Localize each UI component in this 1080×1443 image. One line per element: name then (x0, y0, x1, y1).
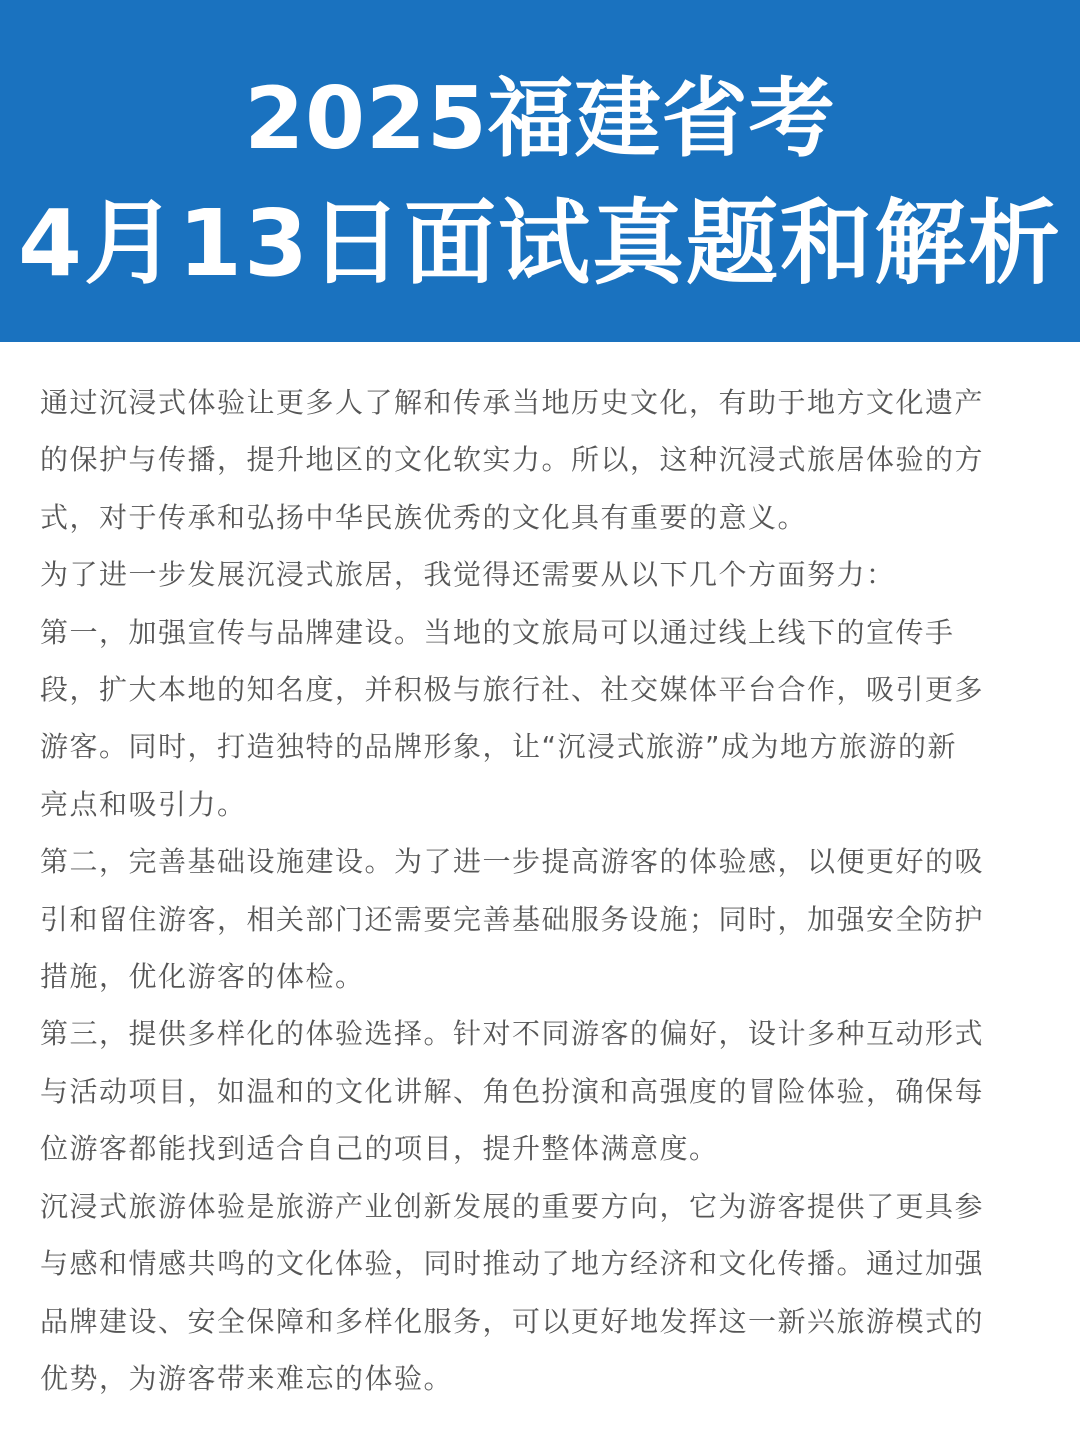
body-line: 的保护与传播，提升地区的文化软实力。所以，这种沉浸式旅居体验的方 (40, 443, 985, 477)
body-line: 措施，优化游客的体检。 (40, 960, 365, 994)
body-line: 第三，提供多样化的体验选择。针对不同游客的偏好，设计多种互动形式 (40, 1017, 985, 1051)
body-line: 优势，为游客带来难忘的体验。 (40, 1361, 454, 1395)
body-line: 式，对于传承和弘扬中华民族优秀的文化具有重要的意义。 (40, 500, 808, 534)
body-line: 亮点和吸引力。 (40, 787, 247, 821)
body-line: 与感和情感共鸣的文化体验，同时推动了地方经济和文化传播。通过加强 (40, 1247, 985, 1281)
body-line: 为了进一步发展沉浸式旅居，我觉得还需要从以下几个方面努力： (40, 558, 896, 592)
body-line: 段，扩大本地的知名度，并积极与旅行社、社交媒体平台合作，吸引更多 (40, 673, 985, 707)
body-line: 引和留住游客，相关部门还需要完善基础服务设施；同时，加强安全防护 (40, 902, 985, 936)
body-line: 游客。同时，打造独特的品牌形象，让“沉浸式旅游”成为地方旅游的新 (40, 730, 958, 764)
body-line: 与活动项目，如温和的文化讲解、角色扮演和高强度的冒险体验，确保每 (40, 1074, 985, 1108)
body-line: 通过沉浸式体验让更多人了解和传承当地历史文化，有助于地方文化遗产 (40, 386, 985, 419)
body-line: 第一，加强宣传与品牌建设。当地的文旅局可以通过线上线下的宣传手 (40, 615, 955, 649)
body-line: 第二，完善基础设施建设。为了进一步提高游客的体验感，以便更好的吸 (40, 845, 985, 879)
title-line-1: 2025福建省考 (244, 69, 836, 169)
body-line: 位游客都能找到适合自己的项目，提升整体满意度。 (40, 1132, 719, 1166)
article-body (40, 374, 1040, 1407)
title-line-2: 4月13日面试真题和解析 (17, 190, 1063, 297)
body-line: 沉浸式旅游体验是旅游产业创新发展的重要方向，它为游客提供了更具参 (40, 1189, 985, 1223)
title-banner (0, 0, 1080, 342)
body-line: 品牌建设、安全保障和多样化服务，可以更好地发挥这一新兴旅游模式的 (40, 1304, 985, 1338)
